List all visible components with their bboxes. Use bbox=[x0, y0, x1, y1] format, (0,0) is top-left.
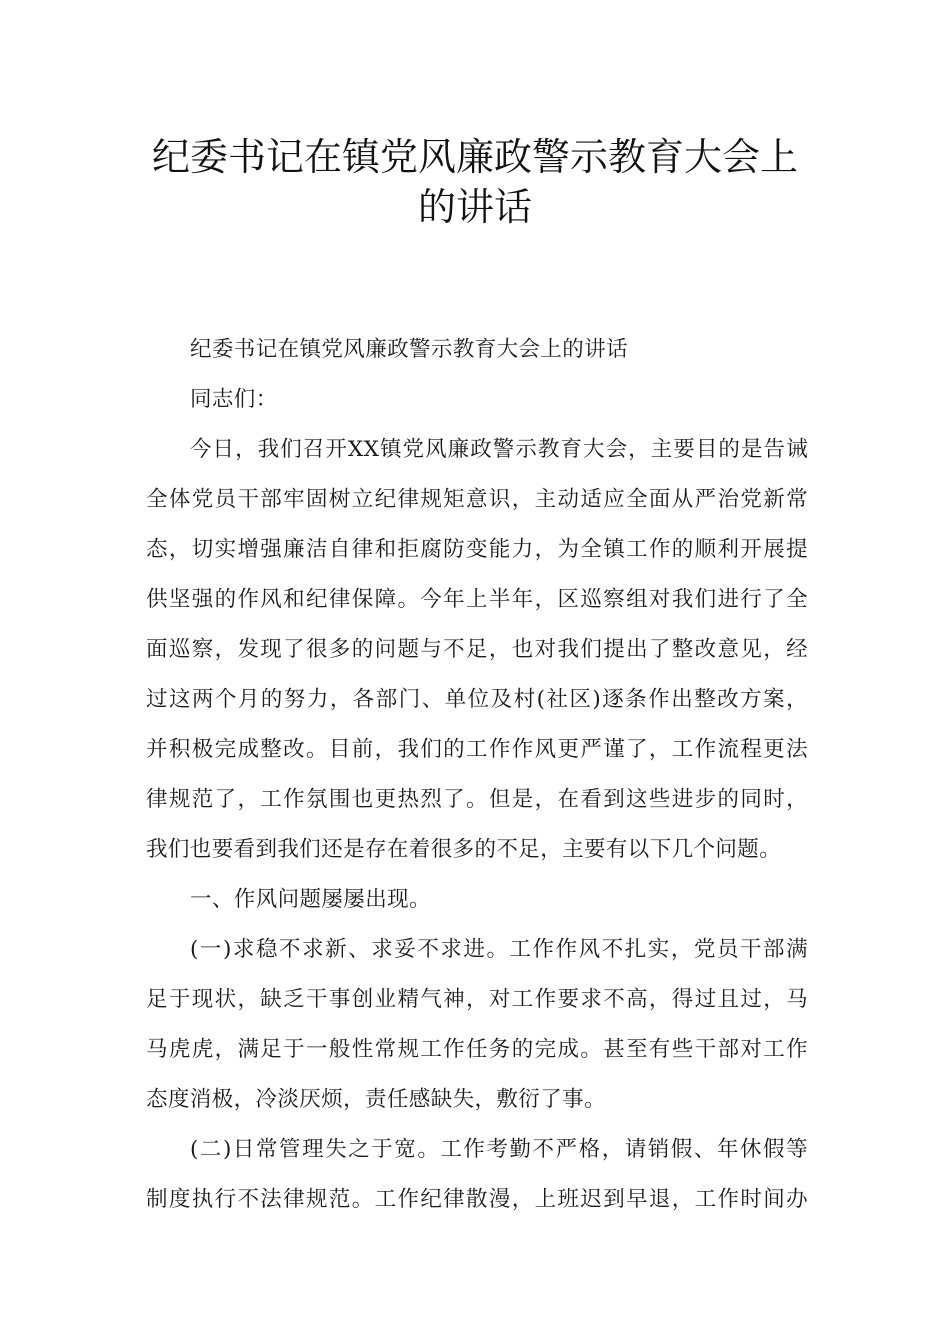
paragraph-line: 全体党员干部牢固树立纪律规矩意识，主动适应全面从严治党新常 bbox=[146, 487, 808, 512]
document-title-line-1: 纪委书记在镇党风廉政警示教育大会上 bbox=[151, 135, 798, 179]
paragraph-line: 马虎虎，满足于一般性常规工作任务的完成。甚至有些干部对工作 bbox=[146, 1037, 808, 1062]
document-title-line-2: 的讲话 bbox=[417, 185, 532, 229]
paragraph-line: 并积极完成整改。目前，我们的工作作风更严谨了，工作流程更法 bbox=[146, 737, 808, 762]
paragraph-line: 我们也要看到我们还是存在着很多的不足，主要有以下几个问题。 bbox=[146, 837, 782, 862]
section-heading-line: 一、作风问题屡屡出现。 bbox=[190, 887, 431, 912]
paragraph-line: 律规范了，工作氛围也更热烈了。但是，在看到这些进步的同时， bbox=[146, 787, 808, 812]
paragraph-line: 过这两个月的努力，各部门、单位及村(社区)逐条作出整改方案， bbox=[146, 687, 808, 712]
paragraph-line: 今日，我们召开XX镇党风廉政警示教育大会，主要目的是告诫 bbox=[190, 437, 808, 462]
paragraph-line: 供坚强的作风和纪律保障。今年上半年，区巡察组对我们进行了全 bbox=[146, 587, 808, 612]
paragraph-line: (二)日常管理失之于宽。工作考勤不严格，请销假、年休假等 bbox=[190, 1137, 808, 1162]
body-heading-line: 纪委书记在镇党风廉政警示教育大会上的讲话 bbox=[190, 337, 629, 362]
salutation-line: 同志们： bbox=[190, 387, 278, 412]
paragraph-line: 态度消极，冷淡厌烦，责任感缺失，敷衍了事。 bbox=[146, 1087, 606, 1112]
paragraph-line: 面巡察，发现了很多的问题与不足，也对我们提出了整改意见，经 bbox=[146, 637, 808, 662]
paragraph-line: 态，切实增强廉洁自律和拒腐防变能力，为全镇工作的顺利开展提 bbox=[146, 537, 808, 562]
paragraph-line: 制度执行不法律规范。工作纪律散漫，上班迟到早退，工作时间办 bbox=[146, 1187, 808, 1212]
paragraph-line: 足于现状，缺乏干事创业精气神，对工作要求不高，得过且过，马 bbox=[146, 987, 808, 1012]
paragraph-line: (一)求稳不求新、求妥不求进。工作作风不扎实，党员干部满 bbox=[190, 937, 808, 962]
